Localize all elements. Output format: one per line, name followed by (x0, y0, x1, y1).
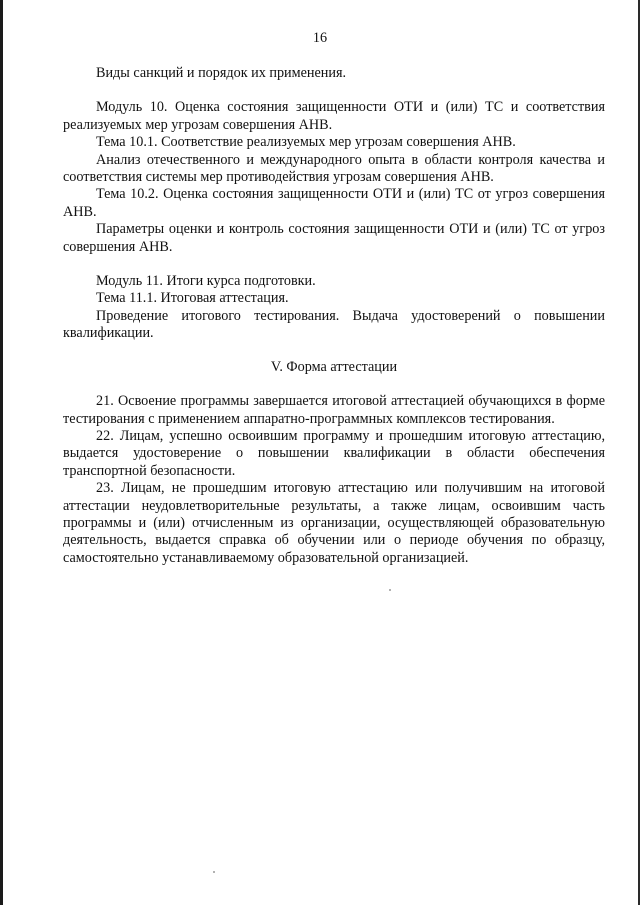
document-body (63, 65, 605, 567)
scan-speck (213, 871, 215, 873)
module-11-title: Модуль 11. Итоги курса подготовки. (96, 273, 316, 290)
paragraph-sanctions: Виды санкций и порядок их применения. (96, 65, 347, 81)
topic-11-1-title: Тема 11.1. Итоговая аттестация. (96, 290, 289, 307)
topic-11-1-content: Проведение итогового тестирования. Выдача удостоверений о повышении квалификации. (63, 307, 605, 342)
section-heading: V. Форма аттестации (270, 358, 398, 375)
module-10-title: Модуль 10. Оценка состояния защищенности ОТИ и (или) ТС и соответствия реализуемых мер угрозам совершения АНВ. (63, 99, 605, 133)
item-21: 21. Освоение программы завершается итоговой аттестацией обучающихся в форме тестирования с применением аппаратно-программных комплексов тестирования. (63, 393, 605, 427)
item-22: 22. Лицам, успешно освоившим программу и прошедшим итоговую аттестацию, выдается удостоверение о повышении квалификации в области обеспечения транспортной безопасности. (63, 427, 605, 479)
topic-10-1-title: Тема 10.1. Соответствие реализуемых мер угрозам совершения АНВ. (96, 134, 516, 151)
topic-10-2-content: Параметры оценки и контроль состояния защищенности ОТИ и (или) ТС от угроз совершения АНВ. (63, 221, 605, 255)
page-number: 16 (312, 30, 328, 46)
scan-speck (389, 589, 391, 591)
item-23: 23. Лицам, не прошедшим итоговую аттестацию или получившим на итоговой аттестации неудовлетворительные результаты, а также лицам, освоившим часть программы и (или) отчисленным из организации, осуществляющей образовательную деятельность, выдается справка об обучении или о периоде обучения по образцу, самостоятельно устанавливаемому образовательной организацией. (63, 480, 605, 566)
topic-10-1-content: Анализ отечественного и международного опыта в области контроля качества и соответствия системы мер противодействия угрозам совершения АНВ. (63, 151, 605, 186)
topic-10-2-title: Тема 10.2. Оценка состояния защищенности ОТИ и (или) ТС от угроз совершения АНВ. (63, 186, 605, 220)
